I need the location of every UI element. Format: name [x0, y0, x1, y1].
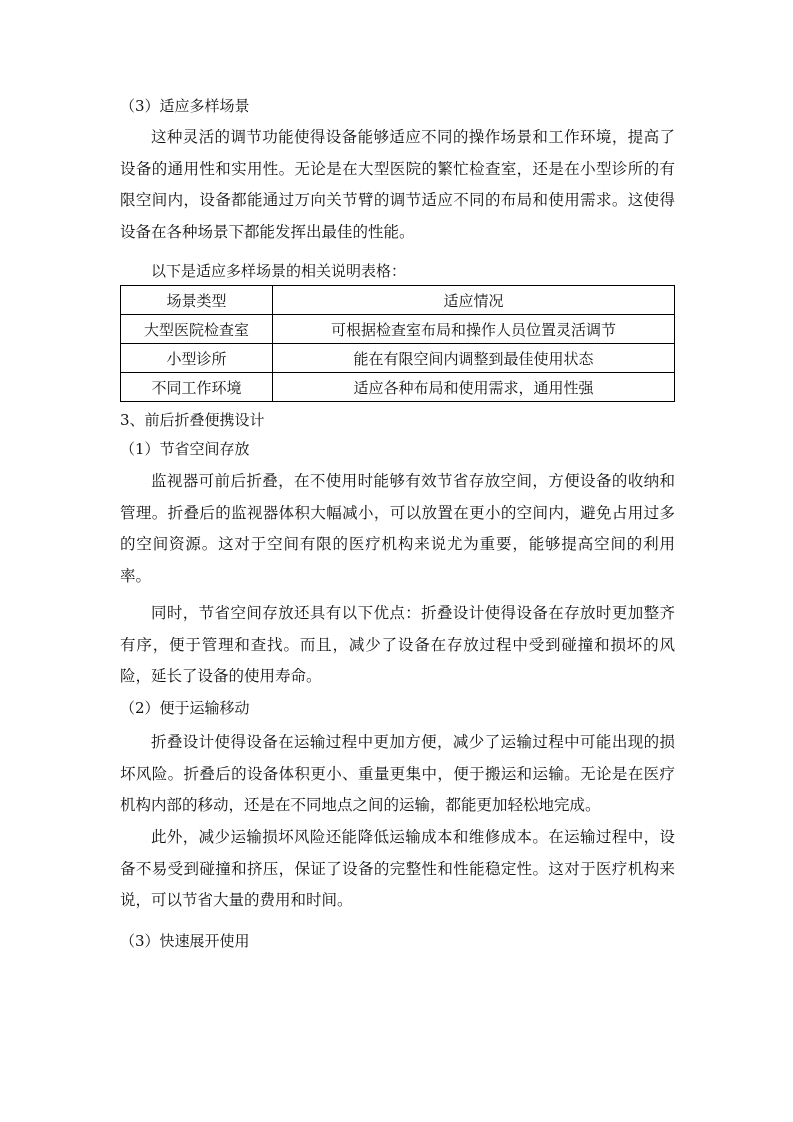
paragraph-adapt-scenes: 这种灵活的调节功能使得设备能够适应不同的操作场景和工作环境，提高了设备的通用性和实用性。无论是在大型医院的繁忙检查室，还是在小型诊所的有限空间内，设备都能通过万向关节臂的调节适应不同的布局和使用需求。这使得设备在各种场景下都能发挥出最佳的性能。 [120, 128, 675, 241]
table-cell: 不同工作环境 [121, 373, 273, 402]
table-header-row [121, 286, 675, 315]
table-cell: 可根据检查室布局和操作人员位置灵活调节 [273, 315, 675, 344]
table-cell: 能在有限空间内调整到最佳使用状态 [273, 344, 675, 373]
section-heading-save-space: （1）节省空间存放 [120, 440, 250, 458]
table-row [121, 373, 675, 402]
section-heading-transport: （2）便于运输移动 [120, 699, 250, 717]
table-intro: 以下是适应多样场景的相关说明表格： [151, 262, 407, 280]
table-row [121, 315, 675, 344]
paragraph-transport-2: 此外，减少运输损坏风险还能降低运输成本和维修成本。在运输过程中，设备不易受到碰撞和挤压，保证了设备的完整性和性能稳定性。这对于医疗机构来说，可以节省大量的费用和时间。 [120, 828, 675, 909]
table-cell: 小型诊所 [121, 344, 273, 373]
paragraph-save-space-1: 监视器可前后折叠，在不使用时能够有效节省存放空间，方便设备的收纳和管理。折叠后的监视器体积大幅减小，可以放置在更小的空间内，避免占用过多的空间资源。这对于空间有限的医疗机构来说尤为重要，能够提高空间的利用率。 [120, 472, 675, 585]
table-cell: 适应各种布局和使用需求，通用性强 [273, 373, 675, 402]
table-cell: 大型医院检查室 [121, 315, 273, 344]
table-row [121, 344, 675, 373]
section-heading-quick-deploy: （3）快速展开使用 [120, 932, 250, 950]
section-title-folding-design: 3、前后折叠便携设计 [120, 411, 265, 429]
table-header-cell: 场景类型 [121, 286, 273, 315]
scene-table [120, 285, 675, 402]
table-header-cell: 适应情况 [273, 286, 675, 315]
paragraph-save-space-2: 同时，节省空间存放还具有以下优点：折叠设计使得设备在存放时更加整齐有序，便于管理和查找。而且，减少了设备在存放过程中受到碰撞和损坏的风险，延长了设备的使用寿命。 [120, 604, 675, 685]
section-heading-adapt-scenes: （3）适应多样场景 [120, 97, 250, 115]
paragraph-transport-1: 折叠设计使得设备在运输过程中更加方便，减少了运输过程中可能出现的损坏风险。折叠后的设备体积更小、重量更集中，便于搬运和运输。无论是在医疗机构内部的移动，还是在不同地点之间的运输，都能更加轻松地完成。 [120, 733, 675, 814]
